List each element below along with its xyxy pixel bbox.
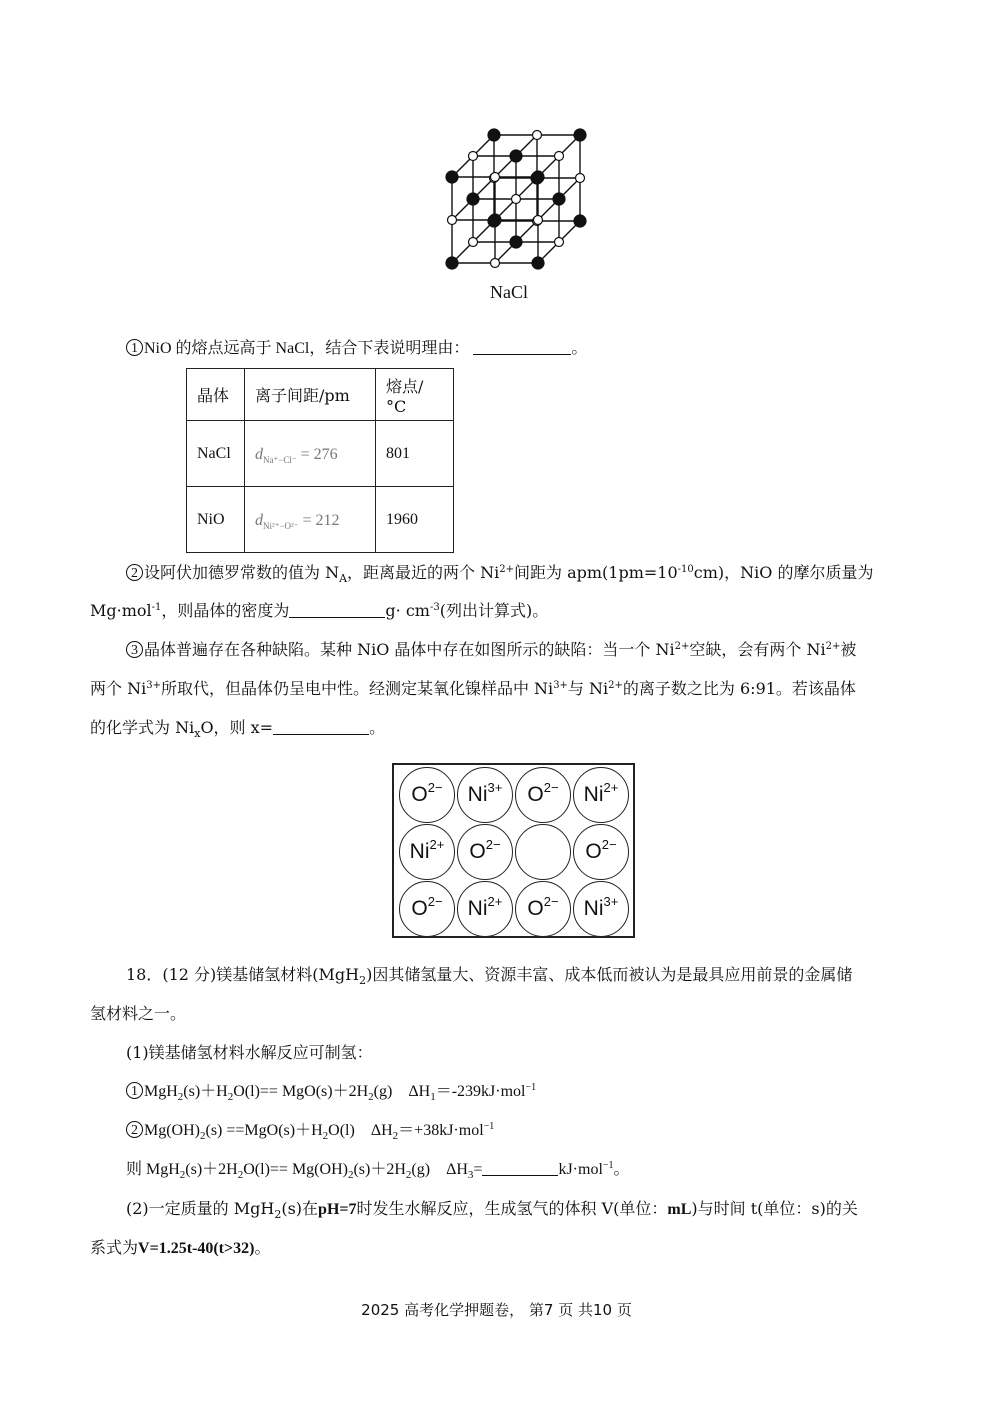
- q17-item2-line1: 2 设阿伏加德罗常数的值为 $N_A$，距离最近的两个 $Ni^{2+}$间距为 $apm(1pm=10^{-10}cm)$，NiO 的摩尔质量为: [126, 562, 873, 584]
- nacl-caption: NaCl: [490, 282, 528, 302]
- na-ion-dot: [555, 238, 564, 247]
- q18-sub1: (1)镁基储氢材料水解反应可制氢：: [126, 1043, 373, 1062]
- na-ion-dot: [555, 152, 564, 161]
- ion-distance-table: [186, 368, 454, 553]
- cl-ion-dot: [488, 129, 500, 141]
- nio-defect-diagram: [392, 763, 635, 938]
- na-ion-dot: [448, 216, 457, 225]
- ion-o: $O^{2-}$: [515, 881, 571, 937]
- na-ion-dot: [469, 152, 478, 161]
- table-row: NiO $d_{Ni^{2+}-O^{2-}} = 212$ 1960: [187, 487, 454, 553]
- ion-o: $O^{2-}$: [573, 824, 629, 880]
- page-footer: 2025 高考化学押题卷， 第7 页 共10 页: [361, 1301, 632, 1319]
- ion-ni: $Ni^{2+}$: [573, 767, 629, 823]
- q18-sub2-line1: (2)一定质量的 MgH$_2$(s)在pH=7时发生水解反应，生成氢气的体积 V(单位：mL)与时间 t(单位：s)的关: [126, 1199, 858, 1221]
- cl-ion-dot: [574, 129, 586, 141]
- ion-ni: $Ni^{3+}$: [573, 881, 629, 937]
- table-header: 熔点/°C: [376, 369, 454, 421]
- cl-ion-dot: [532, 257, 544, 269]
- nacl-lattice-figure: [430, 128, 600, 278]
- na-ion-dot: [491, 173, 500, 182]
- reaction-3: 则 $MgH_2(s)+2H_2O(l)== Mg(OH)_2(s)+2H_2(g)$ $\Delta H_3= kJ\cdot mol^{-1}$。: [126, 1160, 630, 1181]
- na-ion-dot: [576, 174, 585, 183]
- q17-item2-line2: Mg·mol$^{-1}$，则晶体的密度为 $g\cdot cm^{-3}$(列出计算式)。: [90, 601, 549, 620]
- cl-ion-dot: [510, 150, 522, 162]
- ion-ni: $Ni^{2+}$: [399, 824, 455, 880]
- ion-o: $O^{2-}$: [399, 767, 455, 823]
- table-header: 离子间距/pm: [245, 369, 376, 421]
- cl-ion-dot: [574, 215, 586, 227]
- q18-sub2-line2: 系式为V=1.25t-40(t>32)。: [90, 1238, 271, 1257]
- cl-ion-dot: [532, 171, 544, 183]
- cl-ion-dot: [446, 171, 458, 183]
- q17-item3-line3: 的化学式为 $Ni_xO$，则 x= 。: [90, 718, 386, 740]
- na-ion-dot: [533, 131, 542, 140]
- ion-o: $O^{2-}$: [399, 881, 455, 937]
- table-row: NaCl $d_{Na^+-Cl^-} = 276$ 801: [187, 421, 454, 487]
- cl-ion-dot: [467, 193, 479, 205]
- ion-ni: $Ni^{3+}$: [457, 767, 513, 823]
- reaction-1: 1 $MgH_2(s)+H_2O(l)== MgO(s)+2H_2(g)$ $\Delta H_1=-239kJ\cdot mol^{-1}$: [126, 1081, 536, 1103]
- answer-blank[interactable]: [473, 340, 571, 355]
- q18-intro-line1: 18．(12 分)镁基储氢材料(MgH$_2$)因其储氢量大、资源丰富、成本低而被认为是最具应用前景的金属储: [126, 965, 853, 987]
- answer-blank[interactable]: [273, 720, 369, 735]
- na-ion-dot: [512, 195, 521, 204]
- ion-o: $O^{2-}$: [515, 767, 571, 823]
- table-header: 晶体: [187, 369, 245, 421]
- ion-ni: $Ni^{2+}$: [457, 881, 513, 937]
- cl-ion-dot: [510, 236, 522, 248]
- na-ion-dot: [534, 216, 543, 225]
- answer-blank[interactable]: [482, 1161, 558, 1176]
- na-ion-dot: [469, 238, 478, 247]
- vacancy: [515, 824, 571, 880]
- q18-intro-line2: 氢材料之一。: [90, 1004, 187, 1023]
- answer-blank[interactable]: [289, 603, 385, 618]
- circled-number: 1: [126, 339, 143, 356]
- na-ion-dot: [491, 259, 500, 268]
- reaction-2: 2 $Mg(OH)_2(s) ==MgO(s)+H_2O(l)$ $\Delta H_2=+38kJ\cdot mol^{-1}$: [126, 1120, 494, 1142]
- q17-item3-line2: 两个 $Ni^{3+}$所取代，但晶体仍呈电中性。经测定某氧化镍样品中 $Ni^{3+}$与 $Ni^{2+}$的离子数之比为 6:91。若该晶体: [90, 679, 856, 698]
- cl-ion-dot: [446, 257, 458, 269]
- q17-item1: 1 NiO 的熔点远高于 NaCl，结合下表说明理由： 。: [126, 337, 587, 360]
- cl-ion-dot: [489, 214, 501, 226]
- cl-ion-dot: [553, 193, 565, 205]
- q17-item3-line1: 3 晶体普遍存在各种缺陷。某种 NiO 晶体中存在如图所示的缺陷：当一个 $Ni^{2+}$空缺，会有两个 $Ni^{2+}$被: [126, 639, 856, 661]
- ion-o: $O^{2-}$: [457, 824, 513, 880]
